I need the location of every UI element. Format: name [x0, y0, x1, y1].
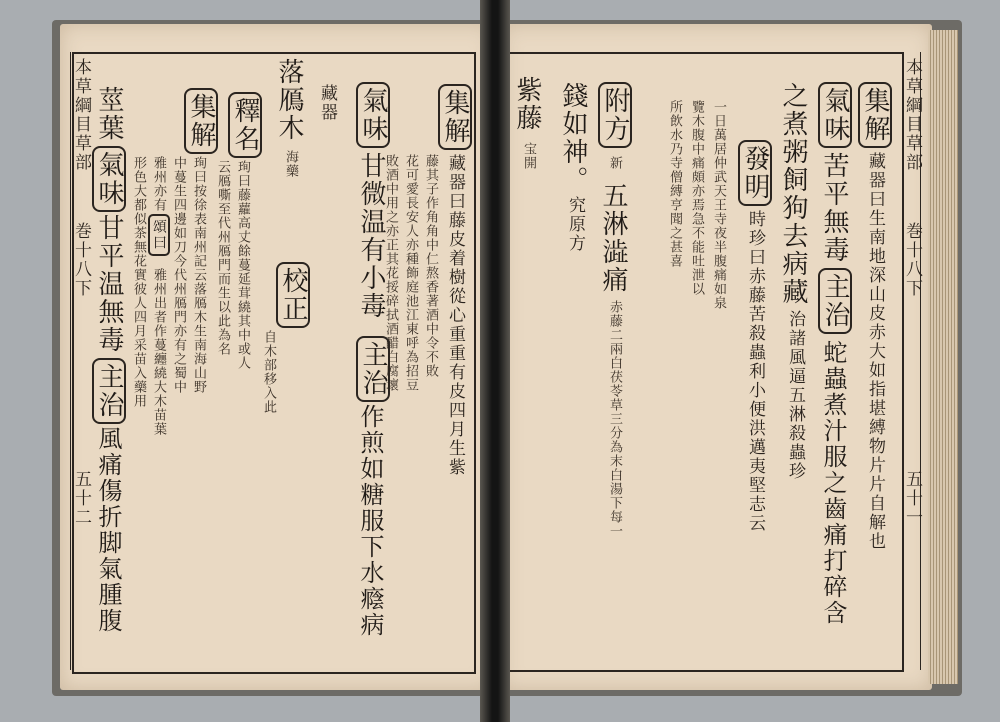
right-faming-col3: 覽木腹中痛頗亦焉急不能吐泄以: [689, 100, 704, 296]
left-qiwei-label: 氣味: [356, 82, 390, 148]
left-luoyan-small: 海藥: [283, 150, 298, 178]
left-jiaozheng-label: 校正: [276, 262, 310, 328]
left-shiming-col2: 云鴈嘶至代州鴈門而生以此為名: [215, 160, 230, 356]
left-qiwei-text: 甘微温有小毒: [356, 152, 386, 320]
left-margin-volume: 巻十八下: [71, 222, 91, 298]
left-jingye-qiwei-text: 甘平温無毒: [94, 214, 124, 354]
right-qian-small: 究原方: [565, 196, 585, 253]
left-zhuzhi-label: 主治: [356, 336, 390, 402]
right-jijie-text: 藏器曰生南地深山皮赤大如指堪縛物片片自解也: [865, 152, 885, 551]
left-jijie2-col2: 中蔓生四邊如刀今代州鴈門亦有之蜀中: [171, 156, 186, 394]
right-margin-title: 本草綱目草部: [902, 58, 922, 172]
left-jingye-zhuzhi-text: 風痛傷折脚氣腫腹: [94, 426, 122, 634]
right-qian-line: 錢如神。: [558, 82, 588, 194]
right-zhuzhi-text: 蛇蟲煮汁服之齒痛打碎含: [819, 340, 847, 626]
right-line4: 之煮粥飼狗去病藏: [778, 82, 808, 306]
book-gutter: [480, 0, 510, 722]
left-jingye-heading: 莖葉: [94, 86, 124, 142]
left-shiming-text: 珣曰藤蘿高丈餘蔓延茸繞其中或人: [235, 160, 250, 370]
right-qiwei-label: 氣味: [818, 82, 852, 148]
left-jingye-qiwei-label: 氣味: [92, 146, 126, 212]
right-line4-small: 治諸風逼五淋殺蟲珍: [785, 310, 805, 481]
right-faming-col2: 一日萬居仲武天王寺夜半腹痛如泉: [711, 100, 726, 310]
left-margin-title: 本草綱目草部: [71, 58, 91, 172]
left-jijie2-text: 珣曰按徐表南州記云落鴈木生南海山野: [191, 156, 206, 394]
right-margin-volume: 巻十八下: [902, 222, 922, 298]
left-jijie2-col3: 雅州亦有: [151, 156, 166, 212]
left-zhuzhi-text: 作煎如糖服下水癊病: [356, 404, 384, 638]
right-fufang-small: 赤藤二兩白茯苓草三分為末白湯下每一: [607, 300, 622, 538]
right-jijie-label: 集解: [858, 82, 892, 148]
left-jijie2-col4: 形色大都似茶無花實彼人四月采苗入藥用: [131, 156, 146, 408]
left-jiaozheng-text: 自木部移入此: [261, 330, 276, 414]
left-jijie2-label: 集解: [184, 88, 218, 154]
left-jijie2-small-label: 頌曰: [148, 214, 170, 256]
left-jijie-text: 藏器曰藤皮着樹從心重重有皮四月生紫: [445, 154, 465, 477]
left-jijie-col3: 花可愛長安人亦種飾庭池江東呼為招豆: [403, 154, 418, 392]
left-jijie2-col3b: 雅州出者作蔓纏繞大木苗葉: [151, 268, 166, 436]
left-cangqi: 藏器: [317, 84, 337, 122]
right-fufang-text: 五淋澁痛: [598, 182, 628, 294]
left-jijie-label: 集解: [438, 84, 472, 150]
left-luoyan-heading: 落鴈木: [274, 58, 304, 142]
page-edges: [928, 30, 958, 684]
right-last-small: 宝開: [521, 142, 536, 170]
left-margin-folio: 五十二: [71, 470, 91, 527]
left-jijie-col2: 藤其子作角角中仁熬香著酒中令不敗: [423, 154, 438, 378]
left-jingye-zhuzhi-label: 主治: [92, 358, 126, 424]
right-faming-col4: 所飲水乃寺僧縛亨聞之甚喜: [667, 100, 682, 268]
right-margin-folio: 五十一: [902, 470, 922, 527]
right-faming-label: 發明: [738, 140, 772, 206]
right-zhuzhi-label: 主治: [818, 268, 852, 334]
right-fufang-new: 新: [607, 156, 622, 170]
right-qiwei-text: 苦平無毒: [819, 152, 849, 264]
left-jijie-col4: 敗酒中用之亦正其花挼碎拭酒醋白腐壞: [383, 154, 398, 392]
right-fufang-label: 附方: [598, 82, 632, 148]
left-shiming-label: 釋名: [228, 92, 262, 158]
right-faming-text: 時珍曰赤藤苦殺蟲利小便洪邁夷堅志云: [745, 210, 765, 533]
right-last-heading: 紫藤: [512, 76, 542, 132]
